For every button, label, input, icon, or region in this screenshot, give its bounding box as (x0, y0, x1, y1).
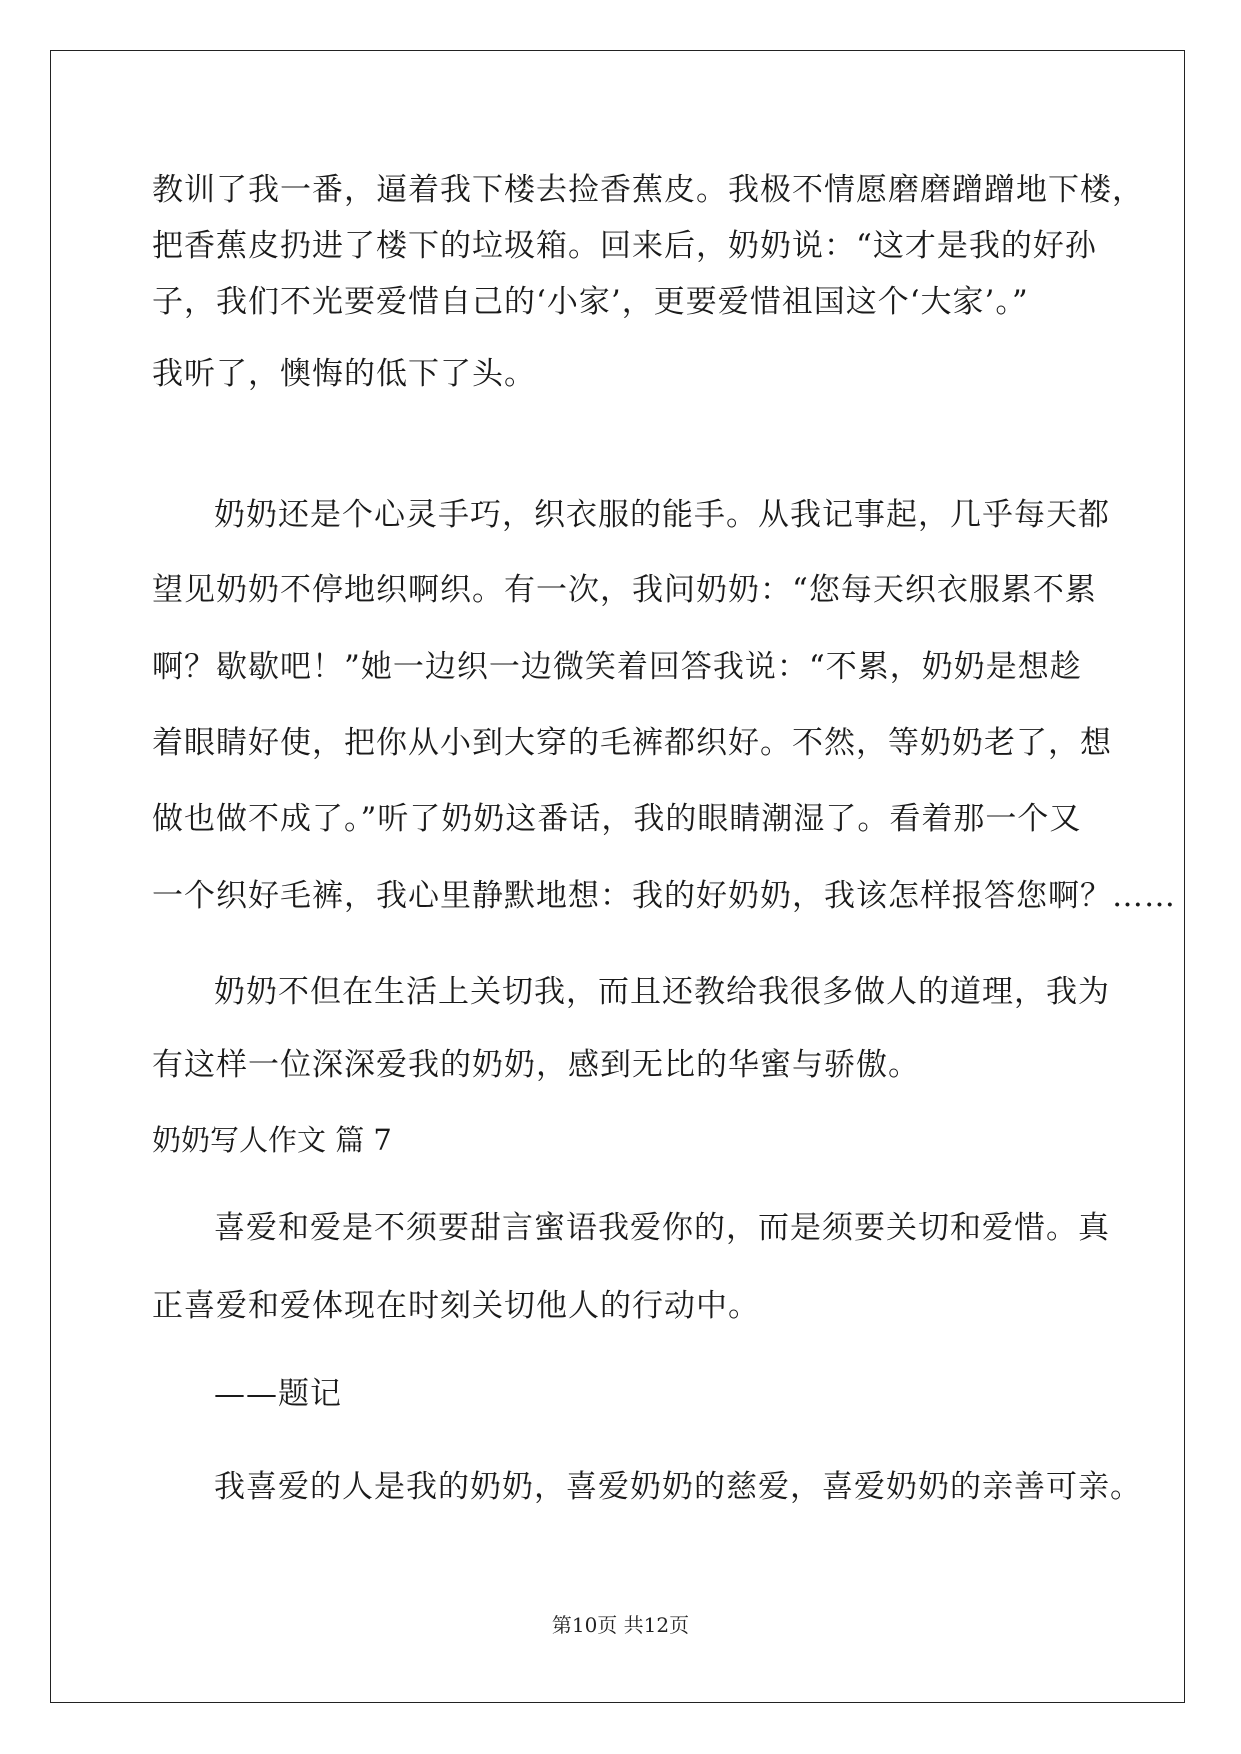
text-line: 啊？歇歇吧！”她一边织一边微笑着回答我说：“不累，奶奶是想趁 (152, 649, 1082, 685)
epigraph-attribution: ——题记 (214, 1376, 342, 1412)
text-line: 望见奶奶不停地织啊织。有一次，我问奶奶：“您每天织衣服累不累 (152, 572, 1097, 608)
text-line: 我听了，懊悔的低下了头。 (152, 356, 536, 392)
paragraph-start: 喜爱和爱是不须要甜言蜜语我爱你的，而是须要关切和爱惜。真 (214, 1210, 1110, 1246)
paragraph-start: 奶奶不但在生活上关切我，而且还教给我很多做人的道理，我为 (214, 974, 1110, 1010)
text-line: 把香蕉皮扔进了楼下的垃圾箱。回来后，奶奶说：“这才是我的好孙 (152, 228, 1097, 264)
text-line: 做也做不成了。”听了奶奶这番话，我的眼睛潮湿了。看着那一个又 (152, 801, 1082, 837)
page-number: 第10页 共12页 (551, 1613, 690, 1637)
text-line: 着眼睛好使，把你从小到大穿的毛裤都织好。不然，等奶奶老了，想 (152, 725, 1112, 761)
text-line: 子，我们不光要爱惜自己的‘小家’，更要爱惜祖国这个‘大家’。” (152, 284, 1029, 320)
text-line: 有这样一位深深爱我的奶奶，感到无比的华蜜与骄傲。 (152, 1047, 920, 1083)
text-line: 教训了我一番，逼着我下楼去捡香蕉皮。我极不情愿磨磨蹭蹭地下楼， (152, 172, 1144, 208)
paragraph-start: 我喜爱的人是我的奶奶，喜爱奶奶的慈爱，喜爱奶奶的亲善可亲。 (214, 1469, 1142, 1505)
section-heading: 奶奶写人作文 篇 7 (152, 1123, 392, 1157)
text-line: 正喜爱和爱体现在时刻关切他人的行动中。 (152, 1288, 760, 1324)
text-line: 一个织好毛裤，我心里静默地想：我的好奶奶，我该怎样报答您啊？…… (152, 878, 1176, 914)
paragraph-start: 奶奶还是个心灵手巧，织衣服的能手。从我记事起，几乎每天都 (214, 497, 1110, 533)
